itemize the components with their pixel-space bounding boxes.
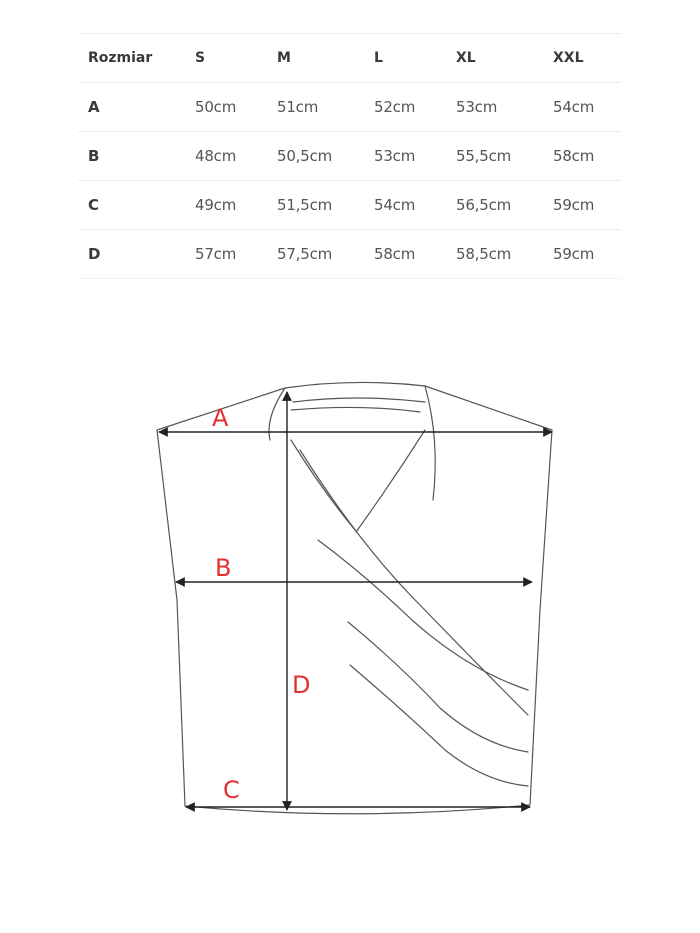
table-cell: 58cm	[543, 132, 621, 181]
header-s: S	[185, 34, 267, 83]
table-cell: 54cm	[543, 83, 621, 132]
table-cell: 58cm	[364, 230, 446, 279]
dimension-label-d: D	[292, 671, 311, 699]
table-cell: 51cm	[267, 83, 364, 132]
row-label-d: D	[78, 230, 185, 279]
table-cell: 57,5cm	[267, 230, 364, 279]
table-cell: 50,5cm	[267, 132, 364, 181]
table-cell: 48cm	[185, 132, 267, 181]
header-l: L	[364, 34, 446, 83]
table-cell: 59cm	[543, 230, 621, 279]
neckline-inner	[291, 407, 420, 412]
header-m: M	[267, 34, 364, 83]
table-cell: 59cm	[543, 181, 621, 230]
table-cell: 54cm	[364, 181, 446, 230]
header-xl: XL	[446, 34, 543, 83]
table-cell: 57cm	[185, 230, 267, 279]
right-collar-edge	[425, 386, 435, 500]
row-label-b: B	[78, 132, 185, 181]
garment-outline	[157, 382, 552, 813]
table-cell: 53cm	[364, 132, 446, 181]
dimension-label-c: C	[223, 776, 240, 804]
table-cell: 55,5cm	[446, 132, 543, 181]
table-cell: 50cm	[185, 83, 267, 132]
table-cell: 58,5cm	[446, 230, 543, 279]
right-wrap-edge	[356, 430, 425, 532]
measurement-arrows	[159, 392, 552, 810]
table-cell: 51,5cm	[267, 181, 364, 230]
garment-body-outline	[157, 382, 552, 813]
header-xxl: XXL	[543, 34, 621, 83]
table-cell: 49cm	[185, 181, 267, 230]
table-cell: 52cm	[364, 83, 446, 132]
row-label-a: A	[78, 83, 185, 132]
neckline-collar	[293, 398, 425, 402]
table-cell: 53cm	[446, 83, 543, 132]
dimension-label-a: A	[212, 404, 229, 432]
row-label-c: C	[78, 181, 185, 230]
wrap-fold-4	[350, 665, 528, 786]
header-size: Rozmiar	[78, 34, 185, 83]
table-cell: 56,5cm	[446, 181, 543, 230]
wrap-fold-1	[318, 540, 528, 690]
dimension-label-b: B	[215, 554, 232, 582]
